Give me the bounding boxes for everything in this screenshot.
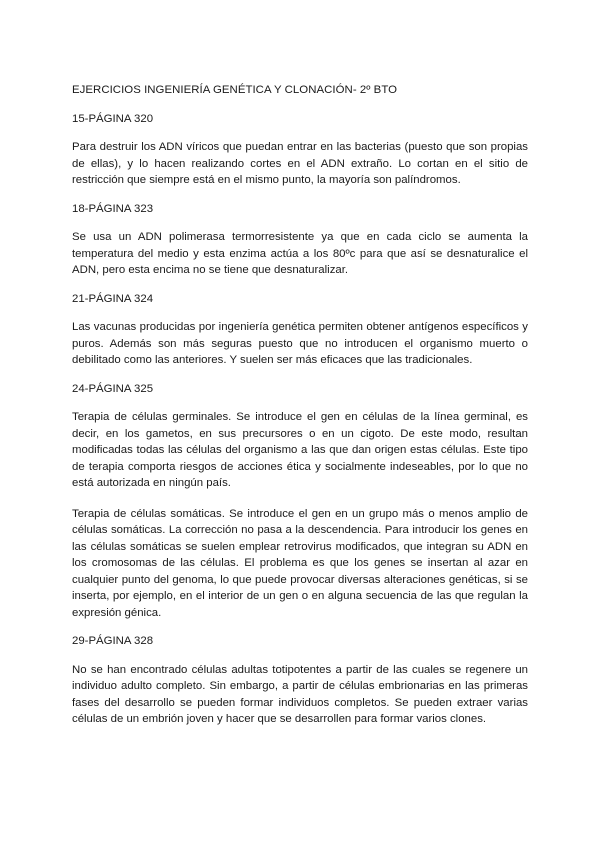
section-heading: 21-PÁGINA 324 <box>72 292 154 305</box>
section-heading: 29-PÁGINA 328 <box>72 635 154 647</box>
section-18 <box>72 201 528 279</box>
section-paragraph: Terapia de células somáticas. Se introduce el gen en un grupo más o menos amplio de células somáticas. La corrección no pasa a la descendencia. Para introducir los genes en las células somáticas se suelen emplear retrovirus modificados, que integran su ADN en los cromosomas de las células. El problema es que los genes se insertan al azar en cualquier punto del genoma, lo que puede provocar diversas alteraciones genéticas, si se inserta, por ejemplo, en el interior de un gen o en alguna secuencia de las que regulan la expresión génica. <box>72 507 528 619</box>
section-paragraph: Para destruir los ADN víricos que puedan entrar en las bacterias (puesto que son propias de ellas), y lo hacen realizando cortes en el ADN extraño. Lo cortan en el sitio de restricción que siempre está en el mismo punto, la mayoría son palíndromos. <box>72 141 528 186</box>
section-paragraph: No se han encontrado células adultas totipotentes a partir de las cuales se regenere un individuo adulto completo. Sin embargo, a partir de células embrionarias en las primeras fases del desarrollo se pueden formar individuos completos. Se pueden extraer varias células de un embrión joven y hacer que se desarrollen para formar varios clones. <box>72 663 528 725</box>
document-title: EJERCICIOS INGENIERÍA GENÉTICA Y CLONACIÓN- 2º BTO <box>72 84 398 96</box>
section-21 <box>72 291 528 369</box>
section-heading: 15-PÁGINA 320 <box>72 112 154 125</box>
section-paragraph: Se usa un ADN polimerasa termorresistente ya que en cada ciclo se aumenta la temperatura del medio y esta enzima actúa a los 80ºc para que así se desnaturalice el ADN, pero esta encima no se tiene que desnaturalizar. <box>72 231 528 276</box>
section-paragraph: Las vacunas producidas por ingeniería genética permiten obtener antígenos específicos y puros. Además son más seguras puesto que no introducen el organismo muerto o debilitado como las anteriores. Y suelen ser más eficaces que las tradicionales. <box>72 321 528 366</box>
section-heading: 18-PÁGINA 323 <box>72 202 154 215</box>
section-heading: 24-PÁGINA 325 <box>72 382 154 395</box>
section-24 <box>72 381 528 622</box>
section-paragraph: Terapia de células germinales. Se introduce el gen en células de la línea germinal, es decir, en los gametos, en sus precursores o en un cigoto. De este modo, resultan modificadas todas las células del organismo a las que dan origen estas células. Este tipo de terapia comporta riesgos de acciones ética y socialmente indeseables, por lo que no está autorizada en ningún país. <box>72 411 528 489</box>
document-page <box>72 82 528 740</box>
section-29 <box>72 633 528 728</box>
section-15 <box>72 111 528 189</box>
